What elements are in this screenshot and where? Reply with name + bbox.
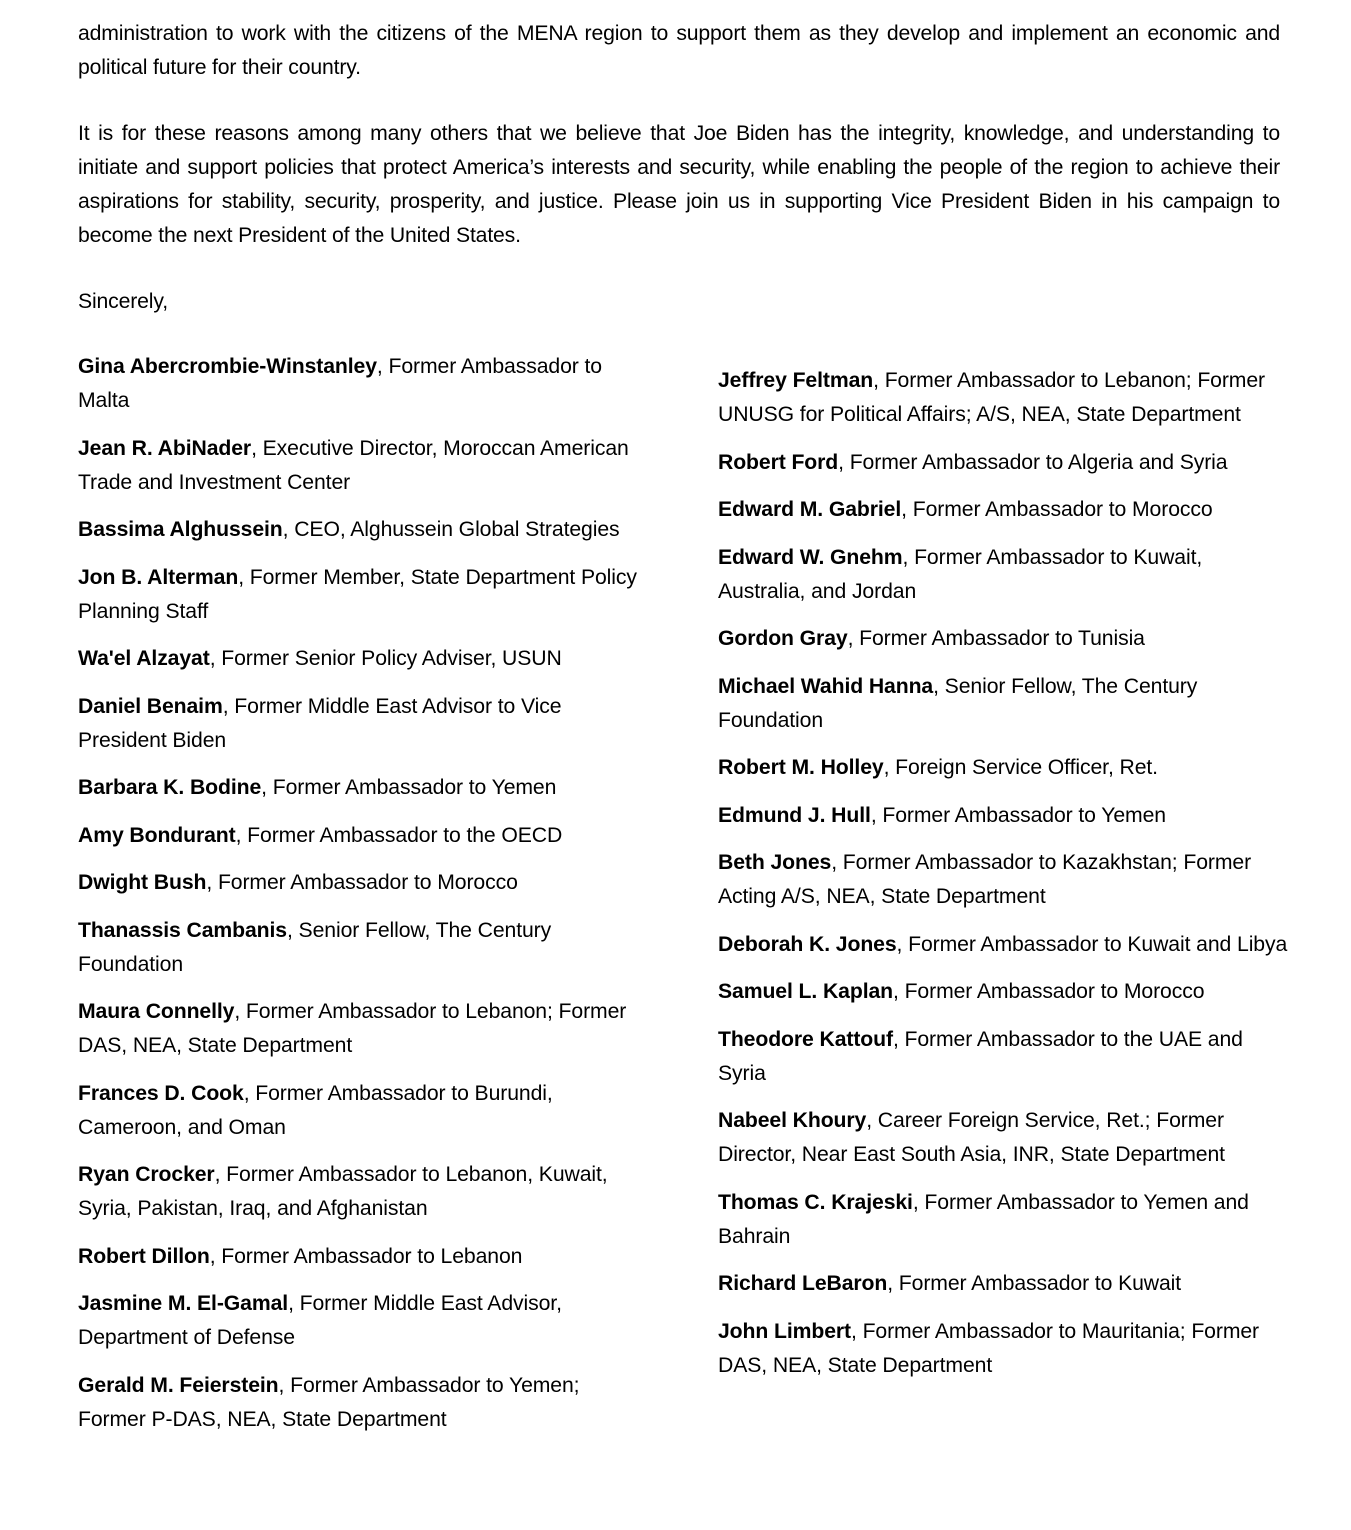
signatory-entry xyxy=(718,928,1288,962)
signatory-title: , Former Ambassador to Algeria and Syria xyxy=(838,450,1228,474)
signatory-name: Thomas C. Krajeski xyxy=(718,1190,913,1214)
signatory-title: , Former Ambassador to Malta xyxy=(78,355,602,412)
body-paragraph-1: administration to work with the citizens of the MENA region to support them as they develop and implement an economic and political future for their country. xyxy=(78,22,1280,79)
signatory-title: , Former Member, State Department Policy Planning Staff xyxy=(78,565,637,623)
signatory-title: , Former Ambassador to Yemen xyxy=(261,776,557,799)
signatory-name: Wa'el Alzayat xyxy=(78,647,210,670)
signatory-entry xyxy=(78,642,643,676)
signatory-name: Deborah K. Jones xyxy=(718,932,897,956)
signatory-title: , Former Ambassador to Morocco xyxy=(893,980,1205,1003)
signatory-title: , Former Ambassador to Lebanon, Kuwait, Syria, Pakistan, Iraq, and Afghanistan xyxy=(78,1163,608,1220)
signatory-entry xyxy=(78,1287,643,1355)
signatory-title: , Former Ambassador to Kuwait, Australia, and Jordan xyxy=(718,545,1203,603)
signatory-entry xyxy=(718,493,1288,527)
signatory-title: , Former Ambassador to Tunisia xyxy=(847,627,1145,650)
signatory-entry xyxy=(78,1158,643,1226)
signatory-title: , Former Ambassador to Yemen and Bahrain xyxy=(718,1190,1249,1248)
signatory-entry xyxy=(718,975,1288,1009)
signatory-title: , Former Ambassador to Kazakhstan; Former Acting A/S, NEA, State Department xyxy=(718,851,1252,908)
signatory-title: , Former Ambassador to Yemen; Former P-DAS, NEA, State Department xyxy=(78,1373,580,1431)
signatory-name: Samuel L. Kaplan xyxy=(718,980,894,1003)
signatory-name: Jasmine M. El-Gamal xyxy=(78,1292,289,1315)
signatories-right-column xyxy=(718,364,1288,1396)
signatory-name: Daniel Benaim xyxy=(78,694,223,718)
signatory-entry xyxy=(78,1077,643,1145)
signatory-entry xyxy=(78,914,643,982)
signatory-entry xyxy=(78,432,643,500)
signatory-title: , Former Middle East Advisor, Department of Defense xyxy=(78,1292,562,1349)
signatory-title: , Career Foreign Service, Ret.; Former Director, Near East South Asia, INR, State Department xyxy=(718,1109,1225,1166)
signatory-entry xyxy=(718,1267,1288,1301)
signatory-entry xyxy=(718,799,1288,833)
signatory-name: Frances D. Cook xyxy=(78,1081,244,1105)
signatory-name: Bassima Alghussein xyxy=(78,518,283,541)
signatory-entry xyxy=(78,995,643,1063)
signatory-entry xyxy=(718,446,1288,480)
signatory-entry xyxy=(78,513,643,547)
body-paragraph-2: It is for these reasons among many others that we believe that Joe Biden has the integrity, knowledge, and understanding to initiate and support policies that protect America’s interests and security, while enabling the people of the region to achieve their aspirations for stability, security, prosperity, and justice. Please join us in supporting Vice President Biden in his campaign to become the next President of the United States. xyxy=(78,122,1280,247)
signatory-title: , Former Ambassador to Morocco xyxy=(901,498,1213,521)
signatory-name: Dwight Bush xyxy=(78,871,207,894)
signatory-entry xyxy=(78,350,643,418)
signatory-name: Theodore Kattouf xyxy=(718,1027,893,1051)
signatory-title: , Former Ambassador to the OECD xyxy=(235,823,563,847)
signatory-title: , Former Ambassador to the UAE and Syria xyxy=(718,1027,1243,1085)
signatory-name: Robert M. Holley xyxy=(718,756,884,779)
signatory-title: , Former Ambassador to Mauritania; Former DAS, NEA, State Department xyxy=(718,1319,1260,1377)
signatory-name: Maura Connelly xyxy=(78,1000,235,1023)
signatory-title: , Former Ambassador to Lebanon xyxy=(209,1244,523,1268)
signatories-left-column xyxy=(78,350,643,1450)
signatory-entry xyxy=(718,751,1288,785)
signatory-entry xyxy=(78,561,643,629)
signatory-name: Barbara K. Bodine xyxy=(78,776,262,799)
signatory-entry xyxy=(718,541,1288,609)
signatory-title: , Former Ambassador to Burundi, Cameroon, and Oman xyxy=(78,1081,553,1139)
signatory-entry xyxy=(718,1315,1288,1383)
signatory-name: John Limbert xyxy=(718,1319,851,1343)
signatory-title: , Foreign Service Officer, Ret. xyxy=(883,756,1158,779)
signatory-title: , Former Ambassador to Kuwait xyxy=(887,1272,1182,1295)
signatory-name: Robert Ford xyxy=(718,450,839,474)
signatory-entry xyxy=(78,1240,643,1274)
signatory-entry xyxy=(718,1104,1288,1172)
signatory-entry xyxy=(718,1023,1288,1091)
signatory-name: Jean R. AbiNader xyxy=(78,436,252,460)
signatory-entry xyxy=(78,1369,643,1437)
signatory-name: Edward M. Gabriel xyxy=(718,498,902,521)
signatory-name: Gerald M. Feierstein xyxy=(78,1373,279,1397)
signatory-name: Gordon Gray xyxy=(718,627,848,650)
signatory-title: , Senior Fellow, The Century Foundation xyxy=(718,674,1198,732)
signatory-name: Michael Wahid Hanna xyxy=(718,674,934,698)
closing-salutation: Sincerely, xyxy=(78,290,168,313)
signatory-title: , Former Ambassador to Kuwait and Libya xyxy=(896,932,1288,956)
signatory-name: Thanassis Cambanis xyxy=(78,918,287,942)
signatory-title: , Former Ambassador to Morocco xyxy=(206,871,518,894)
signatory-name: Edmund J. Hull xyxy=(718,803,871,827)
signatory-name: Edward W. Gnehm xyxy=(718,545,903,569)
signatory-entry xyxy=(78,819,643,853)
signatory-name: Robert Dillon xyxy=(78,1244,210,1268)
signatory-entry xyxy=(78,771,643,805)
signatory-entry xyxy=(78,690,643,758)
signatory-entry xyxy=(718,846,1288,914)
signatory-name: Beth Jones xyxy=(718,851,832,874)
signatory-name: Jeffrey Feltman xyxy=(718,369,874,392)
signatory-entry xyxy=(718,622,1288,656)
signatory-entry xyxy=(718,1186,1288,1254)
signatory-title: , Senior Fellow, The Century Foundation xyxy=(78,918,552,976)
signatory-name: Nabeel Khoury xyxy=(718,1109,867,1132)
signatory-entry xyxy=(718,364,1288,432)
signatory-title: , Former Ambassador to Lebanon; Former DAS, NEA, State Department xyxy=(78,1000,627,1057)
signatory-title: , Former Ambassador to Lebanon; Former UNUSG for Political Affairs; A/S, NEA, State Department xyxy=(718,369,1265,426)
signatory-title: , Executive Director, Moroccan American Trade and Investment Center xyxy=(78,436,629,494)
signatory-name: Gina Abercrombie-Winstanley xyxy=(78,355,377,378)
signatory-name: Amy Bondurant xyxy=(78,823,236,847)
signatory-name: Jon B. Alterman xyxy=(78,565,239,589)
signatory-title: , Former Ambassador to Yemen xyxy=(870,803,1166,827)
signatory-title: , CEO, Alghussein Global Strategies xyxy=(282,518,620,541)
signatory-name: Ryan Crocker xyxy=(78,1163,215,1186)
signatory-title: , Former Middle East Advisor to Vice President Biden xyxy=(78,694,562,752)
signatory-entry xyxy=(718,670,1288,738)
signatory-entry xyxy=(78,866,643,900)
signatory-title: , Former Senior Policy Adviser, USUN xyxy=(209,647,562,670)
signatory-name: Richard LeBaron xyxy=(718,1272,888,1295)
